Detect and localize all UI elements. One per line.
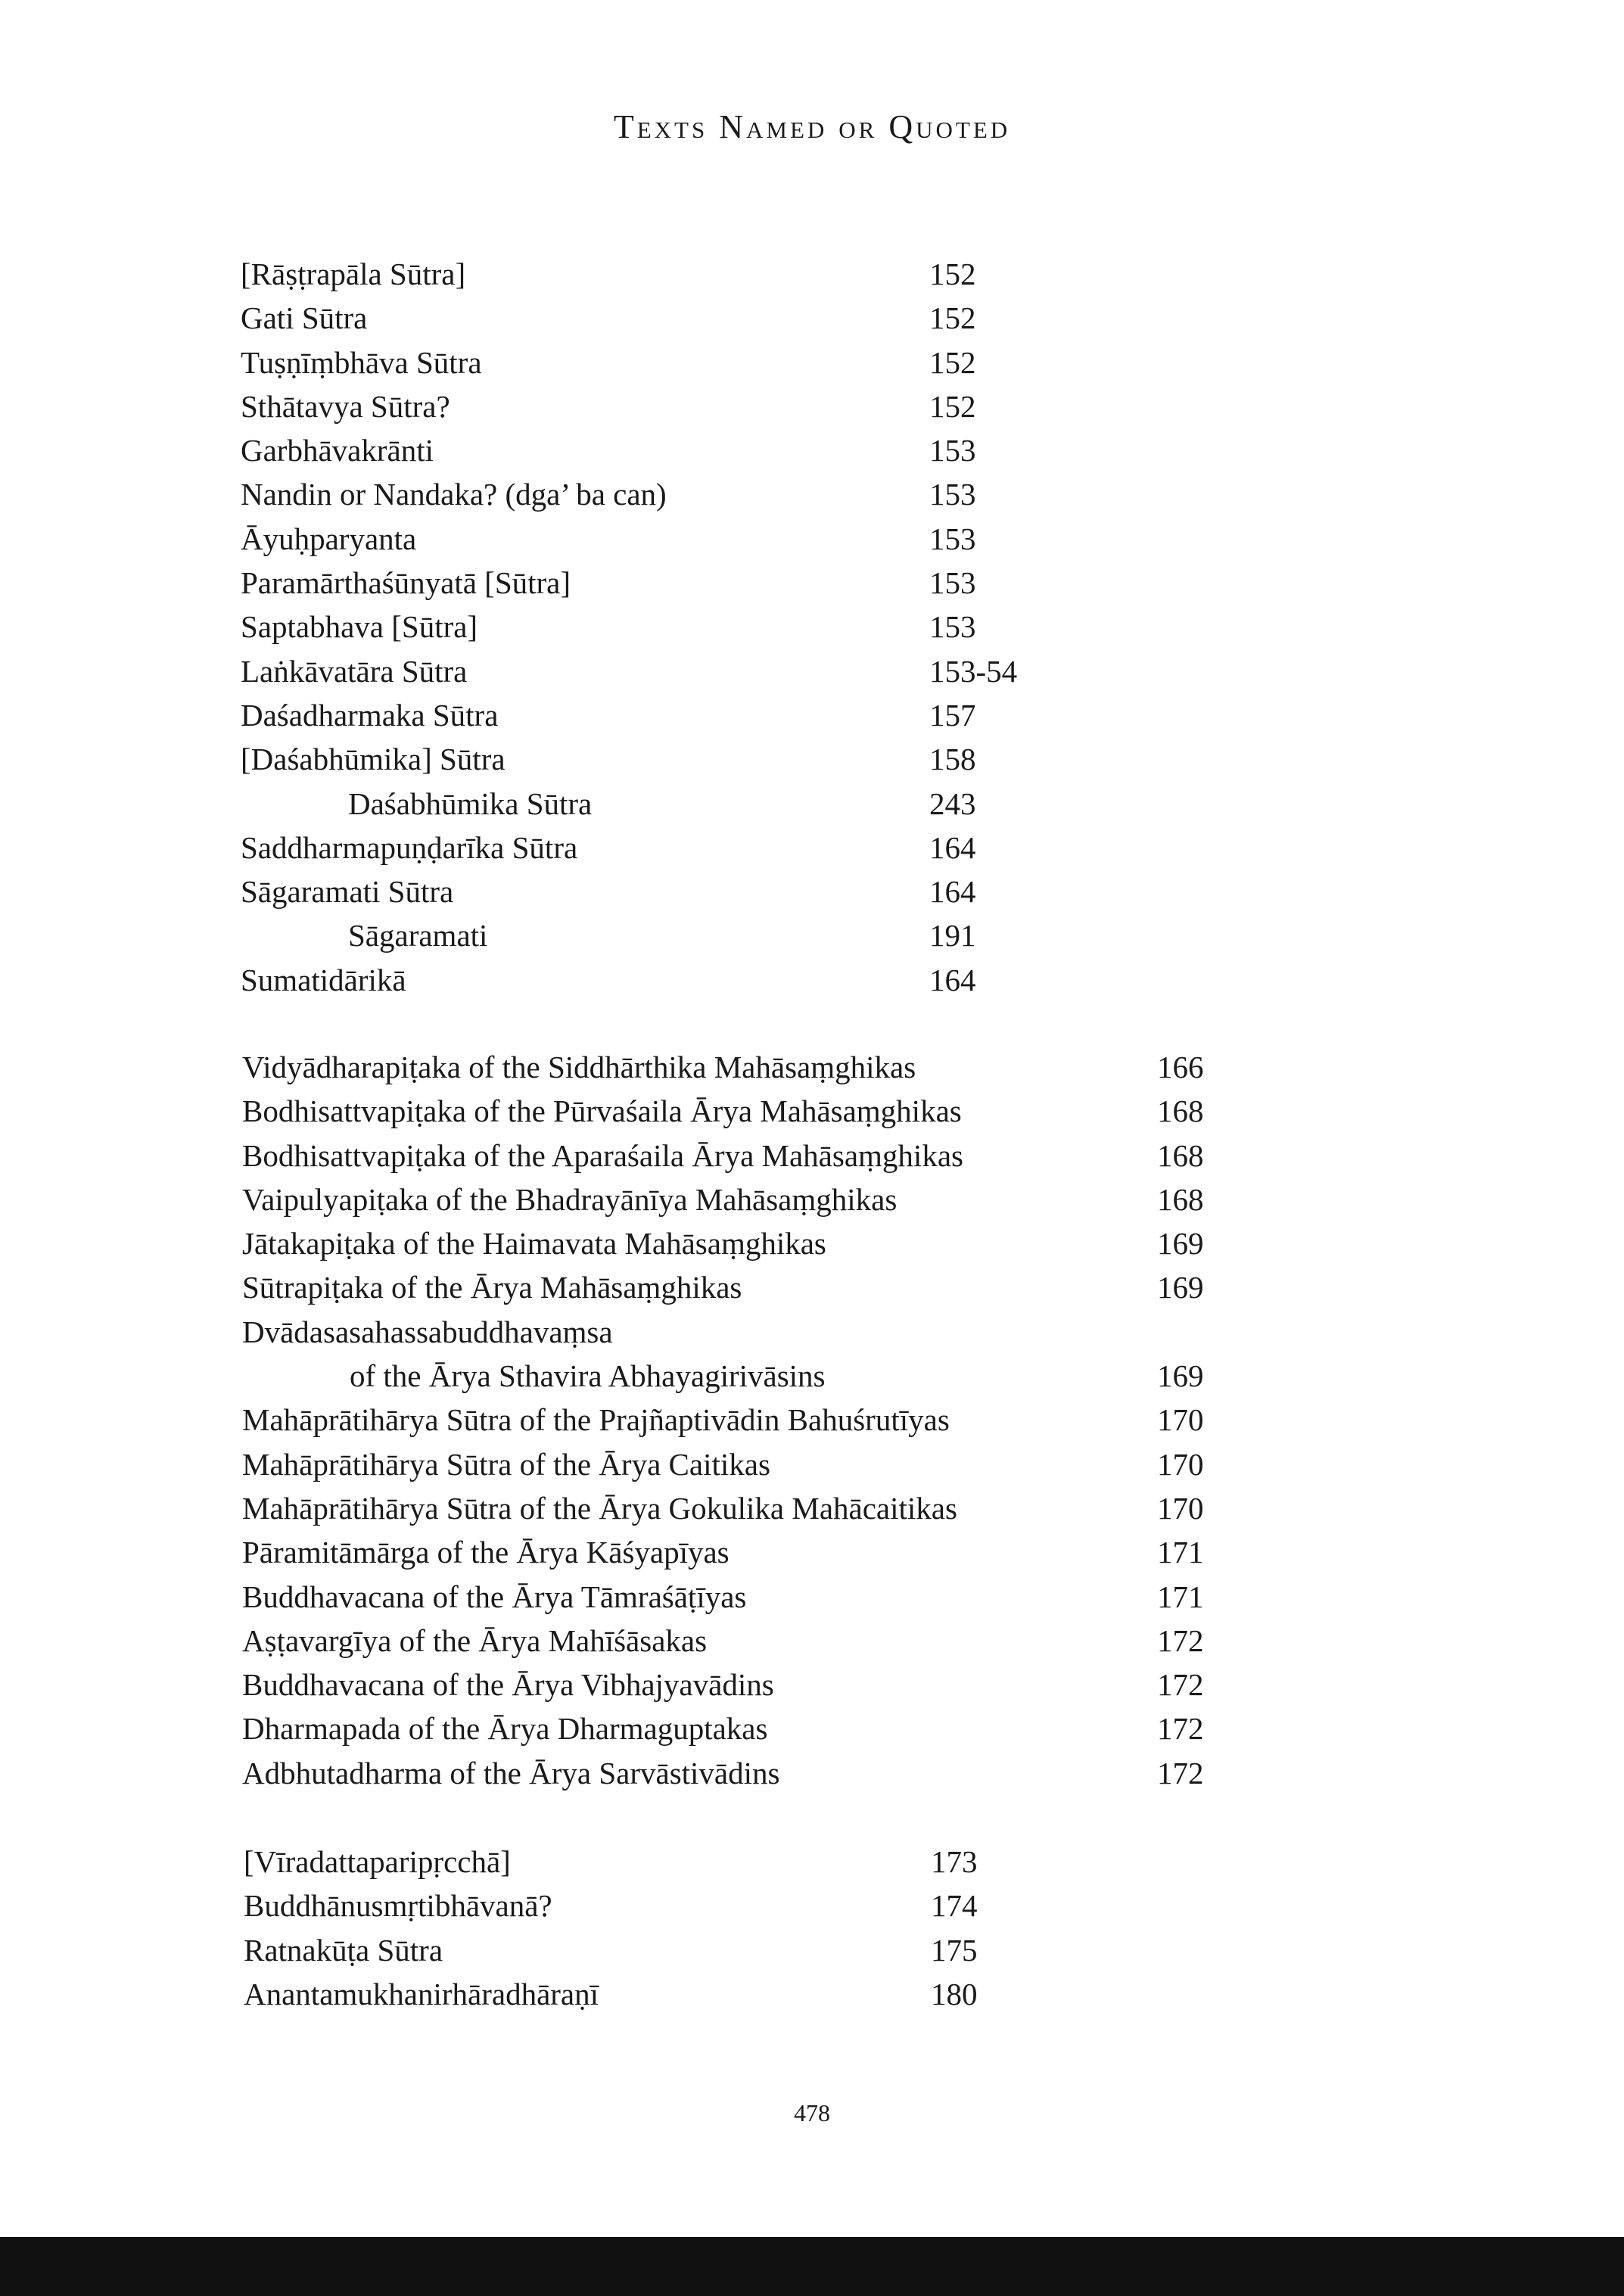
text-title: Buddhavacana of the Ārya Vibhajyavādins bbox=[242, 1667, 774, 1703]
page-reference: 153-54 bbox=[929, 653, 1018, 689]
page-reference: 169 bbox=[1157, 1358, 1204, 1394]
text-title: Saptabhava [Sūtra] bbox=[241, 609, 478, 645]
page-reference: 171 bbox=[1157, 1535, 1204, 1570]
text-title: Jātakapiṭaka of the Haimavata Mahāsaṃghikas bbox=[242, 1226, 826, 1262]
page-reference: 172 bbox=[1157, 1622, 1204, 1658]
page-reference: 168 bbox=[1157, 1181, 1204, 1217]
text-title: Dvādasasahassabuddhavaṃsa bbox=[242, 1314, 613, 1349]
page-reference: 166 bbox=[1157, 1050, 1204, 1084]
text-title: Daśadharmaka Sūtra bbox=[241, 697, 499, 733]
page-reference: 158 bbox=[929, 742, 976, 777]
text-title: Mahāprātihārya Sūtra of the Ārya Gokulika Mahācaitikas bbox=[242, 1490, 957, 1526]
text-title: Adbhutadharma of the Ārya Sarvāstivādins bbox=[242, 1755, 780, 1790]
page-reference: 153 bbox=[929, 609, 976, 645]
text-title: [Vīradattaparipṛcchā] bbox=[244, 1844, 511, 1879]
page-reference: 168 bbox=[1157, 1094, 1204, 1129]
page-reference: 168 bbox=[1157, 1137, 1204, 1173]
page-reference: 170 bbox=[1157, 1402, 1204, 1438]
text-title: Pāramitāmārga of the Ārya Kāśyapīyas bbox=[242, 1535, 730, 1570]
page-reference: 164 bbox=[929, 962, 976, 997]
page-reference: 172 bbox=[1157, 1711, 1204, 1747]
text-title: Sthātavya Sūtra? bbox=[241, 388, 450, 424]
page-reference: 169 bbox=[1157, 1270, 1204, 1305]
page-reference: 191 bbox=[929, 918, 976, 954]
text-title: Laṅkāvatāra Sūtra bbox=[241, 653, 468, 689]
page-reference: 153 bbox=[929, 565, 976, 601]
scan-bottom-band bbox=[0, 2237, 1624, 2296]
text-title: Nandin or Nandaka? (dga’ ba can) bbox=[241, 477, 667, 512]
text-title: Sumatidārikā bbox=[241, 962, 406, 997]
page-number: 478 bbox=[794, 2099, 830, 2126]
text-title: Sāgaramati Sūtra bbox=[241, 874, 454, 910]
text-title: Buddhānusmṛtibhāvanā? bbox=[244, 1888, 552, 1924]
text-title: Paramārthaśūnyatā [Sūtra] bbox=[241, 565, 571, 601]
text-title: Gati Sūtra bbox=[241, 300, 368, 336]
text-title: Mahāprātihārya Sūtra of the Ārya Caitikas bbox=[242, 1446, 770, 1482]
text-title: Vidyādharapiṭaka of the Siddhārthika Mahāsaṃghikas bbox=[242, 1050, 916, 1084]
text-title: Saddharmapuṇḍarīka Sūtra bbox=[241, 829, 578, 865]
text-title: Sāgaramati bbox=[348, 918, 488, 954]
page-reference: 153 bbox=[929, 521, 976, 556]
page-reference: 243 bbox=[929, 786, 976, 821]
text-title: [Daśabhūmika] Sūtra bbox=[241, 742, 506, 777]
text-title: Vaipulyapiṭaka of the Bhadrayānīya Mahāsaṃghikas bbox=[242, 1181, 898, 1217]
text-title: Mahāprātihārya Sūtra of the Prajñaptivādin Bahuśrutīyas bbox=[242, 1402, 950, 1438]
page-reference: 169 bbox=[1157, 1226, 1204, 1262]
text-title: Garbhāvakrānti bbox=[241, 433, 434, 468]
page-reference: 152 bbox=[929, 344, 976, 380]
text-title: Bodhisattvapiṭaka of the Aparaśaila Ārya Mahāsaṃghikas bbox=[242, 1137, 963, 1173]
page-reference: 175 bbox=[931, 1932, 978, 1968]
page-reference: 157 bbox=[929, 697, 976, 733]
text-title: of the Ārya Sthavira Abhayagirivāsins bbox=[350, 1358, 826, 1394]
text-title: Sūtrapiṭaka of the Ārya Mahāsaṃghikas bbox=[242, 1270, 742, 1305]
text-title: Anantamukhanirhāradhāraṇī bbox=[244, 1976, 599, 2011]
page-reference: 164 bbox=[929, 874, 976, 910]
text-title: Buddhavacana of the Ārya Tāmraśāṭīyas bbox=[242, 1579, 747, 1614]
page-reference: 152 bbox=[929, 388, 976, 424]
page-reference: 173 bbox=[931, 1844, 978, 1879]
text-title: Aṣṭavargīya of the Ārya Mahīśāsakas bbox=[242, 1622, 708, 1658]
page-reference: 180 bbox=[931, 1976, 978, 2011]
page-reference: 172 bbox=[1157, 1667, 1204, 1703]
text-title: Daśabhūmika Sūtra bbox=[348, 786, 593, 821]
text-title: Āyuḥparyanta bbox=[241, 521, 417, 556]
page-reference: 174 bbox=[931, 1888, 978, 1924]
text-title: [Rāṣṭrapāla Sūtra] bbox=[241, 257, 466, 291]
page-reference: 152 bbox=[929, 257, 976, 291]
page-reference: 164 bbox=[929, 829, 976, 865]
page-reference: 171 bbox=[1157, 1579, 1204, 1614]
text-title: Ratnakūṭa Sūtra bbox=[244, 1932, 443, 1968]
page-reference: 153 bbox=[929, 433, 976, 468]
page-reference: 172 bbox=[1157, 1755, 1204, 1790]
page-title: Texts Named or Quoted bbox=[613, 108, 1011, 145]
text-title: Dharmapada of the Ārya Dharmaguptakas bbox=[242, 1711, 768, 1747]
text-title: Tuṣṇīṃbhāva Sūtra bbox=[241, 344, 482, 380]
page-reference: 153 bbox=[929, 477, 976, 512]
text-title: Bodhisattvapiṭaka of the Pūrvaśaila Ārya Mahāsaṃghikas bbox=[242, 1094, 962, 1129]
page-reference: 152 bbox=[929, 300, 976, 336]
page-reference: 170 bbox=[1157, 1446, 1204, 1482]
page-reference: 170 bbox=[1157, 1490, 1204, 1526]
